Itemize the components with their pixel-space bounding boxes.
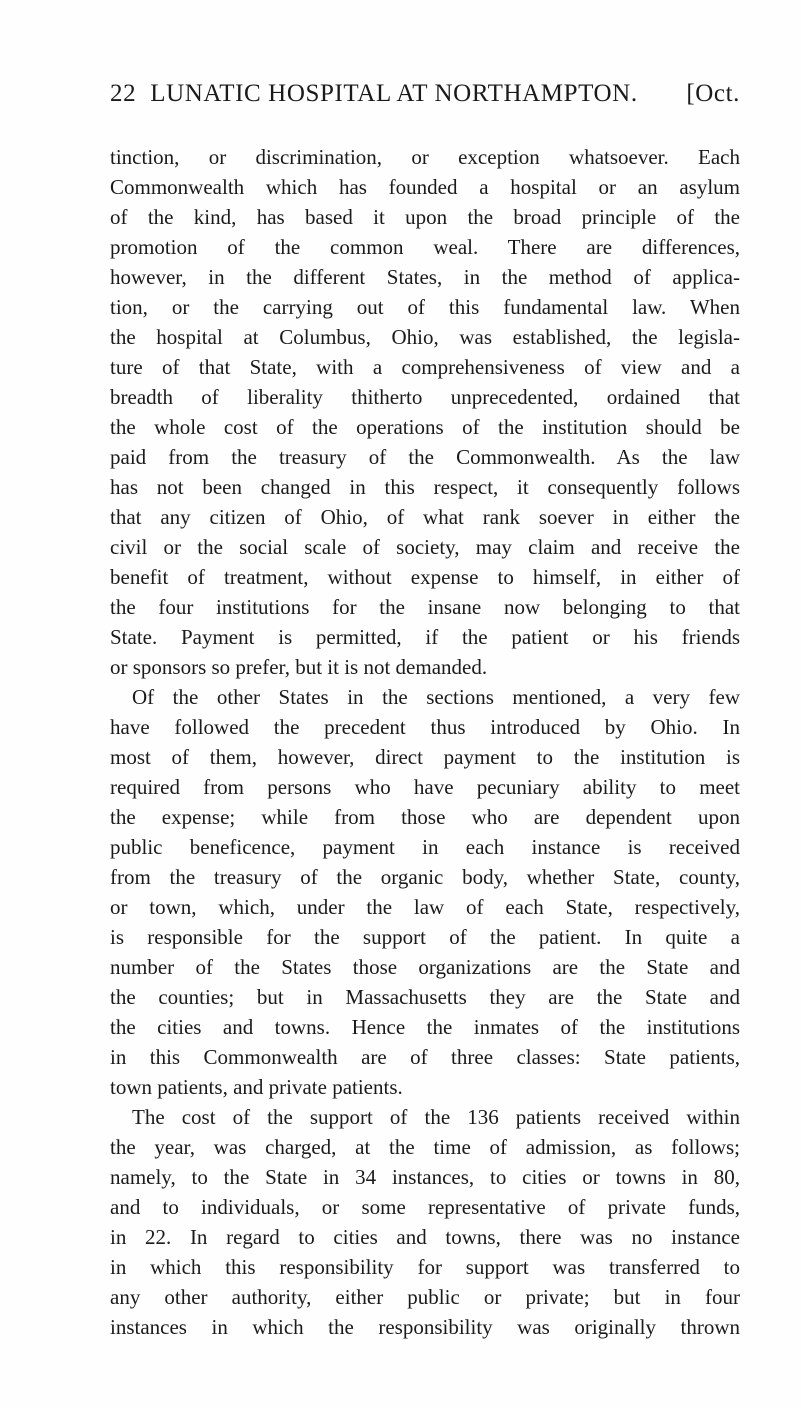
text-line: or town, which, under the law of each State, respectively, — [110, 895, 740, 919]
text-line: any other authority, either public or private; but in four — [110, 1285, 740, 1309]
text-line: required from persons who have pecuniary ability to meet — [110, 775, 740, 799]
text-line: or sponsors so prefer, but it is not demanded. — [110, 655, 488, 679]
text-line: in which this responsibility for support was transferred to — [110, 1255, 740, 1279]
text-line: Of the other States in the sections mentioned, a very few — [132, 685, 740, 709]
running-month: [Oct. — [686, 80, 740, 107]
text-line: the four institutions for the insane now belonging to that — [110, 595, 740, 619]
text-line: and to individuals, or some representative of private funds, — [110, 1195, 740, 1219]
text-line: is responsible for the support of the patient. In quite a — [110, 925, 740, 949]
text-line: paid from the treasury of the Commonwealth. As the law — [110, 445, 740, 469]
text-line: most of them, however, direct payment to the institution is — [110, 745, 740, 769]
text-line: namely, to the State in 34 instances, to cities or towns in 80, — [110, 1165, 740, 1189]
text-line: number of the States those organizations are the State and — [110, 955, 740, 979]
text-line: that any citizen of Ohio, of what rank soever in either the — [110, 505, 740, 529]
text-line: civil or the social scale of society, may claim and receive the — [110, 535, 740, 559]
running-head — [110, 80, 740, 108]
text-line: public beneficence, payment in each instance is received — [110, 835, 740, 859]
text-line: the whole cost of the operations of the institution should be — [110, 415, 740, 439]
text-line: The cost of the support of the 136 patients received within — [132, 1105, 740, 1129]
text-line: the cities and towns. Hence the inmates of the institutions — [110, 1015, 740, 1039]
text-line: in this Commonwealth are of three classes: State patients, — [110, 1045, 740, 1069]
text-line: Commonwealth which has founded a hospital or an asylum — [110, 175, 740, 199]
body-text — [110, 142, 740, 1342]
text-line: has not been changed in this respect, it consequently follows — [110, 475, 740, 499]
text-line: ture of that State, with a comprehensiveness of view and a — [110, 355, 740, 379]
text-line: tion, or the carrying out of this fundamental law. When — [110, 295, 740, 319]
text-line: however, in the different States, in the method of applica- — [110, 265, 740, 289]
text-line: breadth of liberality thitherto unprecedented, ordained that — [110, 385, 740, 409]
text-line: in 22. In regard to cities and towns, there was no instance — [110, 1225, 740, 1249]
text-line: the year, was charged, at the time of admission, as follows; — [110, 1135, 740, 1159]
text-line: State. Payment is permitted, if the patient or his friends — [110, 625, 740, 649]
text-line: the counties; but in Massachusetts they are the State and — [110, 985, 740, 1009]
text-line: the expense; while from those who are dependent upon — [110, 805, 740, 829]
text-line: benefit of treatment, without expense to himself, in either of — [110, 565, 740, 589]
text-line: promotion of the common weal. There are differences, — [110, 235, 740, 259]
text-line: from the treasury of the organic body, whether State, county, — [110, 865, 740, 889]
text-line: have followed the precedent thus introduced by Ohio. In — [110, 715, 740, 739]
page-number: 22 — [110, 80, 137, 107]
text-line: the hospital at Columbus, Ohio, was established, the legisla- — [110, 325, 740, 349]
text-line: of the kind, has based it upon the broad principle of the — [110, 205, 740, 229]
text-line: instances in which the responsibility was originally thrown — [110, 1315, 740, 1339]
running-title: LUNATIC HOSPITAL AT NORTHAMPTON. — [150, 80, 638, 107]
text-line: tinction, or discrimination, or exception whatsoever. Each — [110, 145, 740, 169]
text-line: town patients, and private patients. — [110, 1075, 403, 1099]
